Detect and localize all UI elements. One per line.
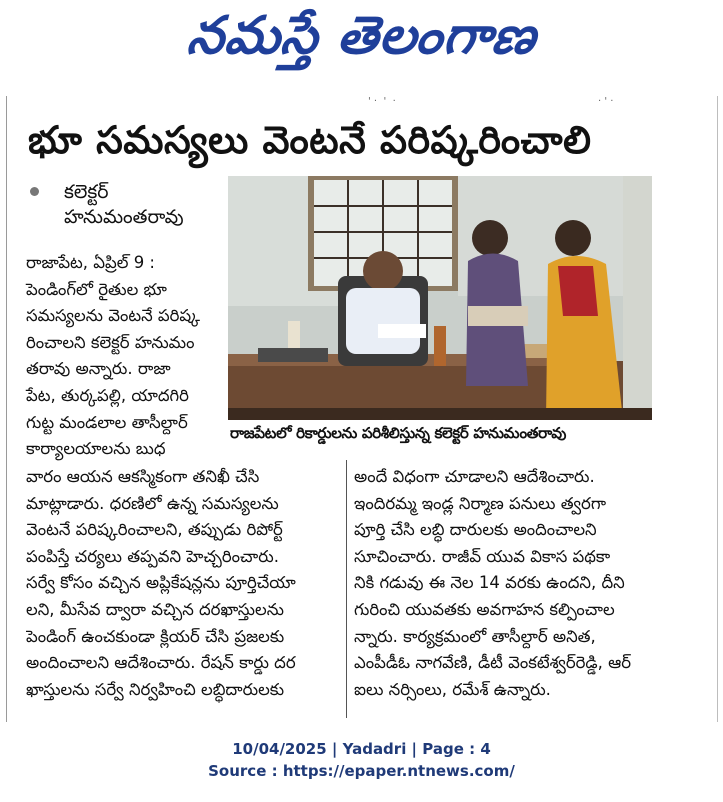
text-line: పెండింగ్ ఉంచకుండా క్లియర్ చేసి ప్రజలకు <box>26 626 285 646</box>
photo-illustration <box>228 176 652 420</box>
text-line: పెండింగ్‌లో రైతుల భూ <box>26 279 167 299</box>
article-column-right <box>354 464 654 703</box>
text-line: వెంటనే పరిష్కరించాలని, తప్పుడు రిపోర్ట్ <box>26 520 283 540</box>
text-line: సమస్యలను వెంటనే పరిష్క <box>26 306 200 326</box>
text-line: నికి గడువు ఈ నెల 14 వరకు ఉందని, దీని <box>354 573 625 593</box>
text-line: సూచించారు. రాజీవ్ యువ వికాస పథకా <box>354 546 611 566</box>
text-line: ఎంపీడీఓ నాగవేణి, డీటీ వెంకటేశ్వర్‌రెడ్డి, ఆర్ <box>354 653 632 673</box>
cut-mark: ' · ' · <box>368 96 396 107</box>
text-line: ఐలు నర్సింలు, రమేశ్ ఉన్నారు. <box>354 679 551 699</box>
text-line: పంపిస్తే చర్యలు తప్పవని హెచ్చరించారు. <box>26 546 279 566</box>
article-column-left <box>26 250 226 463</box>
text-line: న్నారు. కార్యక్రమంలో తాసీల్దార్ అనిత, <box>354 626 596 646</box>
text-line: పేట, తుర్కపల్లి, యాదగిరి <box>26 385 189 405</box>
footer-source-link[interactable]: Source : https://epaper.ntnews.com/ <box>208 762 515 780</box>
photo-caption: రాజపేటలో రికార్డులను పరిశీలిస్తున్న కలెక్టర్ హనుమంతరావు <box>230 424 567 442</box>
text-line: రించాలని కలెక్టర్ హనుమం <box>26 332 195 352</box>
text-line: ఇందిరమ్మ ఇండ్ల నిర్మాణ పనులు త్వరగా <box>354 493 607 513</box>
byline <box>64 180 234 230</box>
masthead <box>0 0 723 84</box>
bullet-icon <box>30 187 39 196</box>
byline-line: హనుమంతరావు <box>64 206 184 228</box>
footer <box>0 738 723 782</box>
text-line: గురించి యువతకు అవగాహన కల్పించాల <box>354 599 615 619</box>
footer-date-edition: 10/04/2025 | Yadadri | Page : 4 <box>232 740 491 758</box>
text-line: అందించాలని ఆదేశించారు. రేషన్ కార్డు దర <box>26 653 296 673</box>
byline-line: కలెక్టర్ <box>64 181 109 203</box>
newspaper-logo: నమస్తే తెలంగాణ <box>184 5 540 66</box>
cut-mark: · ' · <box>598 96 614 107</box>
text-line: అందే విధంగా చూడాలని ఆదేశించారు. <box>354 467 595 486</box>
article-column-lower-left <box>26 464 346 703</box>
text-line: లని, మీసేవ ద్వారా వచ్చిన దరఖాస్తులను <box>26 599 284 619</box>
text-line: సర్వే కోసం వచ్చిన అప్లికేషన్లను పూర్తిచేయా <box>26 573 296 593</box>
text-line: తరావు అన్నారు. రాజా <box>26 359 171 379</box>
text-line: పూర్తి చేసి లబ్ధి దారులకు అందించాలని <box>354 520 597 540</box>
text-line: మాట్లాడారు. ధరణిలో ఉన్న సమస్యలను <box>26 493 279 513</box>
article-headline: భూ సమస్యలు వెంటనే పరిష్కరించాలి <box>28 118 592 162</box>
text-line: రాజాపేట, ఏప్రిల్ 9 : <box>26 253 155 272</box>
article-photo <box>228 176 652 420</box>
column-divider <box>346 460 347 718</box>
text-line: ఖాస్తులను సర్వే నిర్వహించి లబ్ధిదారులకు <box>26 679 285 699</box>
text-line: గుట్ట మండలాల తాసీల్దార్ <box>26 412 188 432</box>
text-line: కార్యాలయాలను బుధ <box>26 439 166 459</box>
text-line: వారం ఆయన ఆకస్మికంగా తనిఖీ చేసి <box>26 467 260 486</box>
